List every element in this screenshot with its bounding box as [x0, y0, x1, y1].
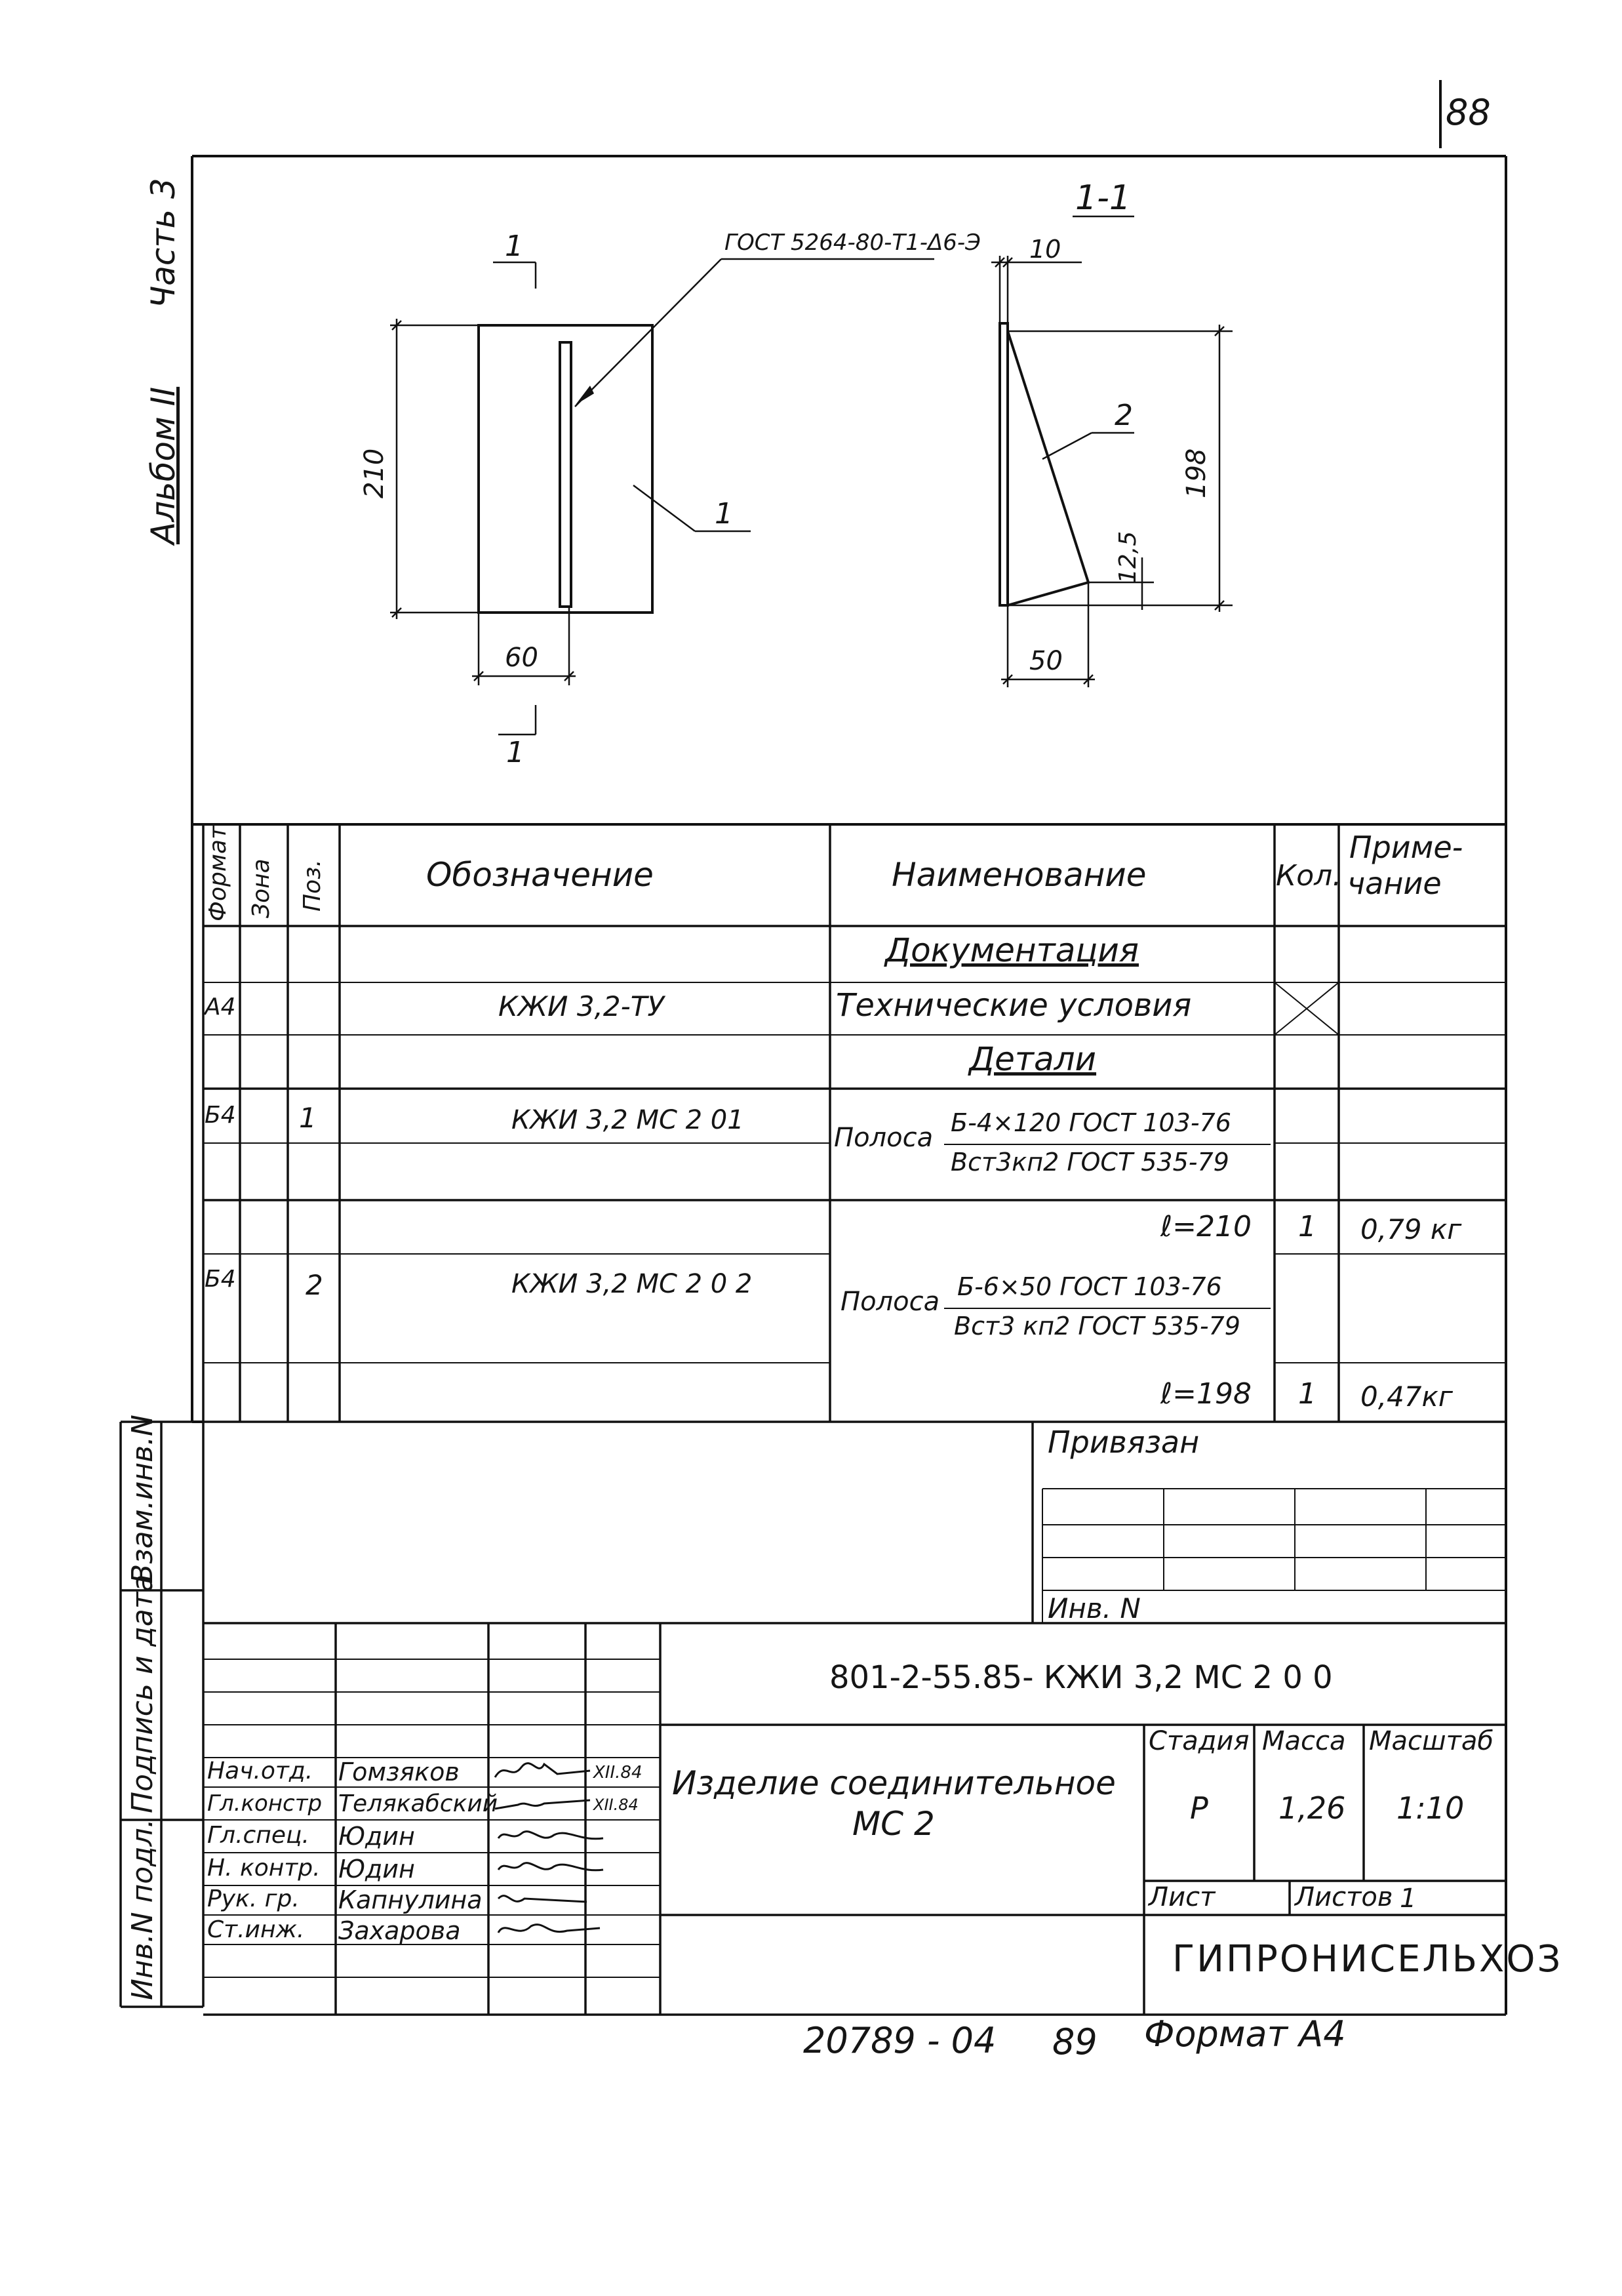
signer-date: XII.84	[593, 1796, 639, 1814]
signature-scribble	[495, 1822, 606, 1848]
item1-position: 1	[299, 1102, 317, 1134]
doc-row-designation: КЖИ 3,2-ТУ	[498, 990, 665, 1022]
item2-name-prefix: Полоса	[841, 1287, 940, 1317]
footer-number: 20789 - 04	[803, 2020, 997, 2061]
item2-note: 0,47кг	[1360, 1380, 1453, 1413]
album-label: Альбом II	[144, 386, 182, 544]
signer-role: Гл.спец.	[207, 1822, 309, 1849]
header-note-line2: чание	[1347, 866, 1442, 901]
signature-scribble	[495, 1853, 606, 1880]
header-designation: Обозначение	[426, 856, 654, 894]
dimension-60: 60	[505, 643, 538, 673]
signer-name: Юдин	[338, 1822, 415, 1851]
item1-format: Б4	[205, 1102, 236, 1129]
header-name: Наименование	[892, 856, 1147, 894]
item1-name-bottom: Вст3кп2 ГОСТ 535-79	[951, 1148, 1229, 1177]
item1-length: ℓ=210	[1160, 1210, 1252, 1243]
footer-page: 89	[1052, 2021, 1098, 2063]
weld-note: ГОСТ 5264-80-Т1-Δ6-Э	[724, 230, 981, 256]
dimension-198: 198	[1181, 448, 1212, 498]
signer-name: Захарова	[338, 1916, 461, 1945]
section-parts: Детали	[969, 1040, 1097, 1078]
signer-date: XII.84	[593, 1763, 643, 1782]
item1-note: 0,79 кг	[1360, 1213, 1462, 1245]
position-1-callout: 1	[715, 497, 733, 531]
scale-value: 1:10	[1396, 1790, 1465, 1826]
document-code: 801-2-55.85- КЖИ 3,2 МС 2 0 0	[829, 1659, 1333, 1696]
title-line2: МС 2	[852, 1805, 935, 1843]
stage-label: Стадия	[1149, 1726, 1250, 1756]
inv-n-label: Инв. N	[1048, 1592, 1141, 1624]
signer-name: Юдин	[338, 1855, 415, 1883]
mass-label: Масса	[1262, 1726, 1346, 1756]
doc-row-format: А4	[205, 994, 236, 1020]
signer-role: Гл.констр	[207, 1790, 323, 1817]
signature-scribble	[492, 1790, 603, 1817]
signer-name: Гомзяков	[338, 1758, 460, 1786]
header-position: Поз.	[299, 859, 326, 912]
signer-name: Капнулина	[338, 1885, 483, 1914]
section-documentation: Документация	[885, 931, 1139, 969]
sheet-label: Лист	[1149, 1882, 1216, 1912]
item2-length: ℓ=198	[1160, 1377, 1252, 1411]
item2-format: Б4	[205, 1266, 236, 1293]
sheets-label: Листов	[1295, 1882, 1393, 1912]
inv-podl-label: Инв.N подл.	[126, 1819, 159, 2000]
signature-date-label: Подпись и дата	[126, 1574, 159, 1813]
item2-designation: КЖИ 3,2 МС 2 0 2	[511, 1269, 753, 1299]
signer-role: Ст.инж.	[207, 1916, 305, 1943]
part-label: Часть 3	[144, 178, 182, 308]
item2-name-top: Б-6×50 ГОСТ 103-76	[957, 1272, 1222, 1301]
section-marker-bottom: 1	[506, 736, 524, 769]
dimension-50: 50	[1029, 646, 1063, 676]
page-number: 88	[1446, 92, 1491, 133]
title-line1: Изделие соединительное	[672, 1764, 1116, 1802]
position-2-callout: 2	[1115, 399, 1133, 432]
signature-scribble	[495, 1916, 606, 1943]
organization-name: ГИПРОНИСЕЛЬХОЗ	[1172, 1938, 1563, 1981]
signature-scribble	[495, 1885, 606, 1912]
vzam-inv-label: Взам.инв.N	[126, 1415, 159, 1584]
signer-name: Телякабский	[338, 1790, 498, 1817]
item1-quantity: 1	[1298, 1210, 1316, 1243]
item1-name-top: Б-4×120 ГОСТ 103-76	[951, 1108, 1231, 1137]
scale-label: Масштаб	[1369, 1726, 1494, 1756]
item2-name-bottom: Вст3 кп2 ГОСТ 535-79	[954, 1312, 1240, 1340]
section-title: 1-1	[1075, 178, 1131, 218]
section-marker-top: 1	[505, 230, 523, 263]
dimension-10: 10	[1029, 235, 1061, 264]
privyazan-label: Привязан	[1048, 1424, 1200, 1460]
dimension-12-5: 12,5	[1115, 531, 1141, 584]
doc-row-name: Технические условия	[836, 987, 1192, 1024]
header-format: Формат	[205, 825, 231, 921]
signer-role: Рук. гр.	[207, 1885, 300, 1912]
item2-quantity: 1	[1298, 1377, 1316, 1411]
header-quantity: Кол.	[1276, 859, 1342, 893]
item1-designation: КЖИ 3,2 МС 2 01	[511, 1105, 744, 1135]
signer-role: Нач.отд.	[207, 1758, 313, 1784]
header-zone: Зона	[248, 858, 275, 918]
stage-value: Р	[1190, 1790, 1208, 1826]
dimension-210: 210	[359, 448, 389, 498]
signature-scribble	[492, 1758, 603, 1784]
sheets-value: 1	[1400, 1883, 1417, 1914]
footer-format: Формат А4	[1144, 2013, 1346, 2055]
item1-name-prefix: Полоса	[834, 1123, 934, 1153]
header-note-line1: Приме-	[1349, 830, 1463, 865]
signer-role: Н. контр.	[207, 1855, 321, 1882]
item2-position: 2	[306, 1269, 323, 1301]
mass-value: 1,26	[1278, 1790, 1346, 1826]
